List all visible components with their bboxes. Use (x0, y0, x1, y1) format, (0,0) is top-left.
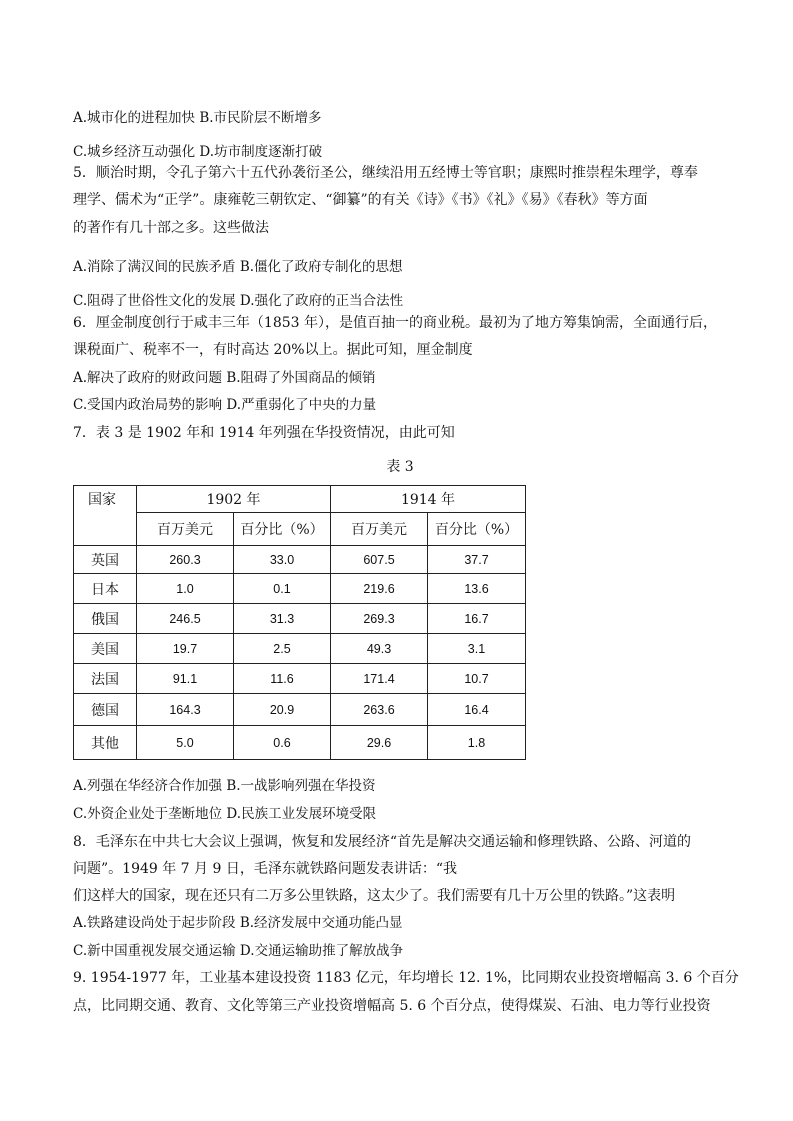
row-percent-1902: 31.3 (234, 604, 331, 634)
row-amount-1902: 1.0 (137, 574, 234, 604)
q4-options-line-1: A.城市化的进程加快 B.市民阶层不断增多 (73, 110, 322, 126)
row-percent-1914: 3.1 (428, 634, 526, 664)
row-percent-1914: 13.6 (428, 574, 526, 604)
row-amount-1914: 29.6 (331, 726, 428, 760)
row-percent-1902: 33.0 (234, 546, 331, 574)
row-country: 德国 (74, 694, 137, 726)
row-amount-1914: 263.6 (331, 694, 428, 726)
q8-option-line-1: A.铁路建设尚处于起步阶段 B.经济发展中交通功能凸显 (73, 915, 403, 931)
row-percent-1902: 11.6 (234, 664, 331, 694)
row-percent-1914: 16.7 (428, 604, 526, 634)
row-amount-1914: 269.3 (331, 604, 428, 634)
q8-stem-line-3: 们这样大的国家，现在还只有二万多公里铁路，这太少了。我们需要有几十万公里的铁路。”这表明 (73, 888, 676, 904)
q5-stem-line-2: 理学、儒术为“正学”。康雍乾三朝钦定、“御纂”的有关《诗》《书》《礼》《易》《春秋》等方面 (73, 192, 648, 208)
row-country: 俄国 (74, 604, 137, 634)
q6-stem-line-2: 课税面广、税率不一，有时高达 20%以上。据此可知，厘金制度 (73, 342, 473, 358)
row-country: 日本 (74, 574, 137, 604)
table-title: 表 3 (386, 459, 414, 475)
row-amount-1902: 19.7 (137, 634, 234, 664)
row-percent-1902: 2.5 (234, 634, 331, 664)
header-percent-1902: 百分比（%） (234, 513, 331, 546)
row-percent-1914: 1.8 (428, 726, 526, 760)
header-percent-1914: 百分比（%） (428, 513, 526, 546)
q9-stem-line-2: 点，比同期交通、教育、文化等第三产业投资增幅高 5. 6 个百分点，使得煤炭、石油、电力等行业投资 (73, 998, 711, 1014)
q7-option-line-2: C.外资企业处于垄断地位 D.民族工业发展环境受限 (73, 806, 377, 822)
row-percent-1902: 0.1 (234, 574, 331, 604)
row-country: 英国 (74, 546, 137, 574)
header-year-1914: 1914 年 (331, 486, 526, 513)
row-country: 法国 (74, 664, 137, 694)
row-amount-1914: 171.4 (331, 664, 428, 694)
q8-stem-line-1: 8．毛泽东在中共七大会议上强调，恢复和发展经济“首先是解决交通运输和修理铁路、公路、河道的 (73, 834, 692, 850)
q8-option-line-2: C.新中国重视发展交通运输 D.交通运输助推了解放战争 (73, 943, 404, 959)
q5-option-line-1: A.消除了满汉间的民族矛盾 B.僵化了政府专制化的思想 (73, 259, 403, 275)
header-amount-1902: 百万美元 (137, 513, 234, 546)
table-row (74, 694, 526, 726)
row-amount-1902: 91.1 (137, 664, 234, 694)
table-row (74, 634, 526, 664)
row-amount-1902: 260.3 (137, 546, 234, 574)
q8-stem-line-2: 问题”。1949 年 7 月 9 日，毛泽东就铁路问题发表讲话：“我 (73, 861, 458, 877)
row-percent-1902: 20.9 (234, 694, 331, 726)
table-row (74, 574, 526, 604)
row-amount-1914: 607.5 (331, 546, 428, 574)
table-row (74, 664, 526, 694)
q5-stem-line-3: 的著作有几十部之多。这些做法 (73, 220, 269, 236)
q7-option-line-1: A.列强在华经济合作加强 B.一战影响列强在华投资 (73, 778, 376, 794)
header-amount-1914: 百万美元 (331, 513, 428, 546)
row-percent-1902: 0.6 (234, 726, 331, 760)
row-amount-1902: 164.3 (137, 694, 234, 726)
row-amount-1914: 219.6 (331, 574, 428, 604)
q6-stem-line-1: 6．厘金制度创行于咸丰三年（1853 年），是值百抽一的商业税。最初为了地方筹集饷需，全面通行后， (73, 315, 717, 331)
row-country: 美国 (74, 634, 137, 664)
q9-stem-line-1: 9. 1954-1977 年，工业基本建设投资 1183 亿元，年均增长 12. 1%，比同期农业投资增幅高 3. 6 个百分 (73, 970, 739, 986)
row-percent-1914: 16.4 (428, 694, 526, 726)
table-row (74, 546, 526, 574)
q5-option-line-2: C.阻碍了世俗性文化的发展 D.强化了政府的正当合法性 (73, 293, 404, 309)
header-year-1902: 1902 年 (137, 486, 331, 513)
q5-stem-line-1: 5．顺治时期，令孔子第六十五代孙袭衍圣公，继续沿用五经博士等官职；康熙时推崇程朱理学，尊奉 (73, 165, 698, 181)
q7-stem: 7．表 3 是 1902 年和 1914 年列强在华投资情况，由此可知 (73, 425, 455, 441)
table-row (74, 726, 526, 760)
row-country: 其他 (74, 726, 137, 760)
row-amount-1914: 49.3 (331, 634, 428, 664)
q6-option-line-2: C.受国内政治局势的影响 D.严重弱化了中央的力量 (73, 397, 377, 413)
row-percent-1914: 10.7 (428, 664, 526, 694)
q6-option-line-1: A.解决了政府的财政问题 B.阻碍了外国商品的倾销 (73, 370, 376, 386)
row-amount-1902: 5.0 (137, 726, 234, 760)
table-row (74, 604, 526, 634)
header-country: 国家 (74, 486, 137, 546)
row-percent-1914: 37.7 (428, 546, 526, 574)
row-amount-1902: 246.5 (137, 604, 234, 634)
investment-table (73, 485, 526, 760)
q4-options-line-2: C.城乡经济互动强化 D.坊市制度逐渐打破 (73, 144, 323, 160)
